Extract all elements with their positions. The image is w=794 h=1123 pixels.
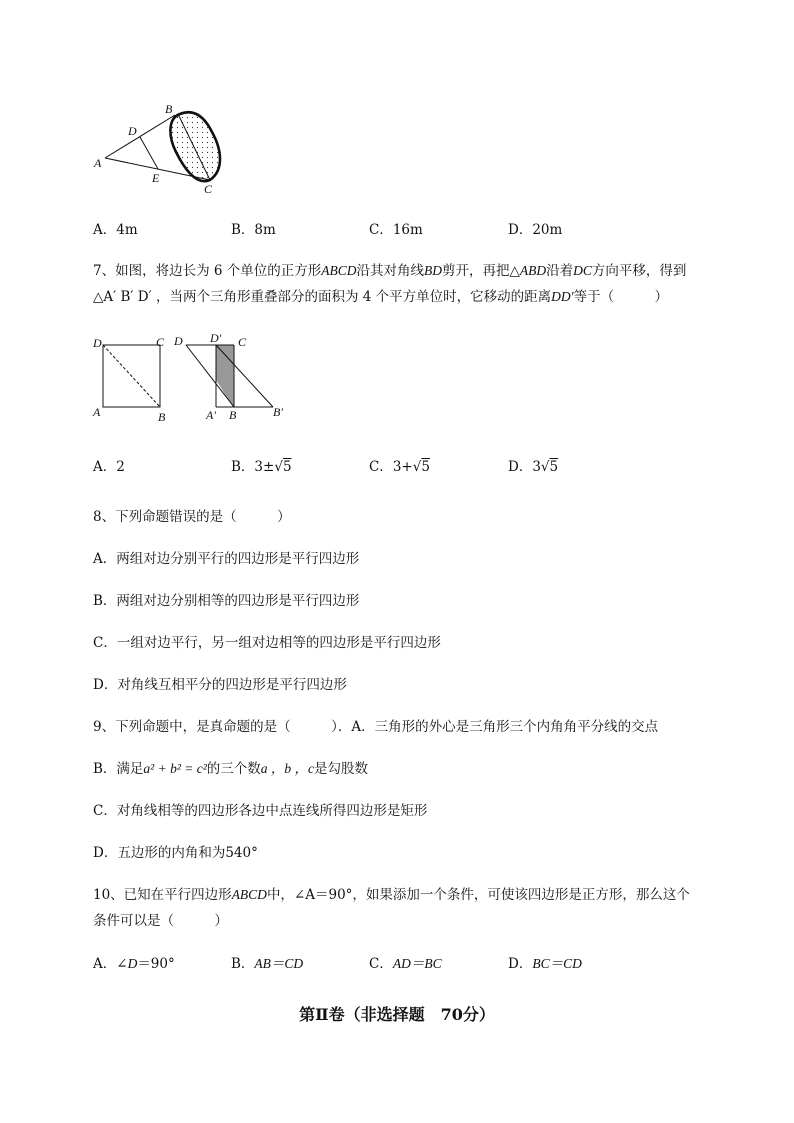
label-b: B (158, 410, 166, 424)
q6-option-b: B．8m (231, 222, 276, 238)
label-a: A (93, 405, 101, 419)
pond-shape (170, 112, 220, 181)
sqrt-symbol: √ (274, 459, 283, 475)
q9-option-c: C．对角线相等的四边形各边中点连线所得四边形是矩形 (93, 803, 428, 819)
q10-option-b: B．AB＝CD (231, 956, 304, 972)
q7-option-c: C．3+√5 (369, 459, 430, 475)
sqrt-symbol: √ (540, 459, 550, 475)
q9-option-d: D．五边形的内角和为540° (93, 845, 258, 861)
q6-option-d: D．20m (508, 222, 563, 238)
q8-stem: 8、下列命题错误的是（ ） (93, 509, 291, 525)
diagonal-bd (103, 345, 160, 407)
q6-figure (0, 0, 794, 200)
label-dprime: D′ (210, 331, 222, 345)
q10-option-d: D．BC＝CD (508, 956, 582, 972)
q7-option-b: B．3±√5 (231, 459, 292, 475)
q9-stem: 9、下列命题中，是真命题的是（ ）．A．三角形的外心是三角形三个内角角平分线的交点 (93, 719, 659, 735)
label-bprime: B′ (273, 405, 283, 419)
q7-stem-line1: 7、如图，将边长为 6 个单位的正方形ABCD沿其对角线BD剪开，再把△ABD沿着DC方向平移，得到 (93, 263, 687, 279)
label-a: A (94, 156, 102, 170)
q7-option-a: A．2 (93, 459, 125, 475)
label-d: D (93, 336, 102, 350)
q7-figure (0, 330, 794, 430)
label-d: D (128, 124, 137, 138)
label-aprime: A′ (206, 408, 216, 422)
q7-option-d: D．3√5 (508, 459, 559, 475)
line-ab (105, 115, 175, 158)
q8-option-d: D．对角线互相平分的四边形是平行四边形 (93, 677, 347, 693)
q6-option-a: A．4m (93, 222, 138, 238)
q8-option-b: B．两组对边分别相等的四边形是平行四边形 (93, 593, 360, 609)
section-title: 第Ⅱ卷（非选择题 70分） (299, 1005, 495, 1024)
label-b2: B (229, 408, 237, 422)
q6-option-c: C．16m (369, 222, 423, 238)
label-e: E (152, 171, 160, 185)
q7-stem-line2: △A′ B′ D′ ，当两个三角形重叠部分的面积为 4 个平方单位时，它移动的距离DD′等于（ ） (93, 289, 669, 305)
line-de (140, 137, 158, 169)
q10-stem-line1: 10、已知在平行四边形ABCD中，∠A＝90°，如果添加一个条件，可使该四边形是正方形，那么这个 (93, 887, 690, 903)
q8-option-c: C．一组对边平行，另一组对边相等的四边形是平行四边形 (93, 635, 441, 651)
sqrt-symbol: √ (412, 459, 422, 475)
label-d2: D (174, 334, 183, 348)
label-b: B (165, 102, 173, 116)
q10-option-a: A．∠D＝90° (93, 956, 175, 972)
label-c: C (156, 335, 165, 349)
q8-option-a: A．两组对边分别平行的四边形是平行四边形 (93, 551, 360, 567)
label-c2: C (238, 335, 247, 349)
q10-stem-line2: 条件可以是（ ） (93, 913, 228, 929)
label-c: C (204, 182, 213, 196)
q9-option-b: B．满足a² + b² = c²的三个数a ，b ，c是勾股数 (93, 761, 369, 777)
q10-option-c: C．AD＝BC (369, 956, 442, 972)
